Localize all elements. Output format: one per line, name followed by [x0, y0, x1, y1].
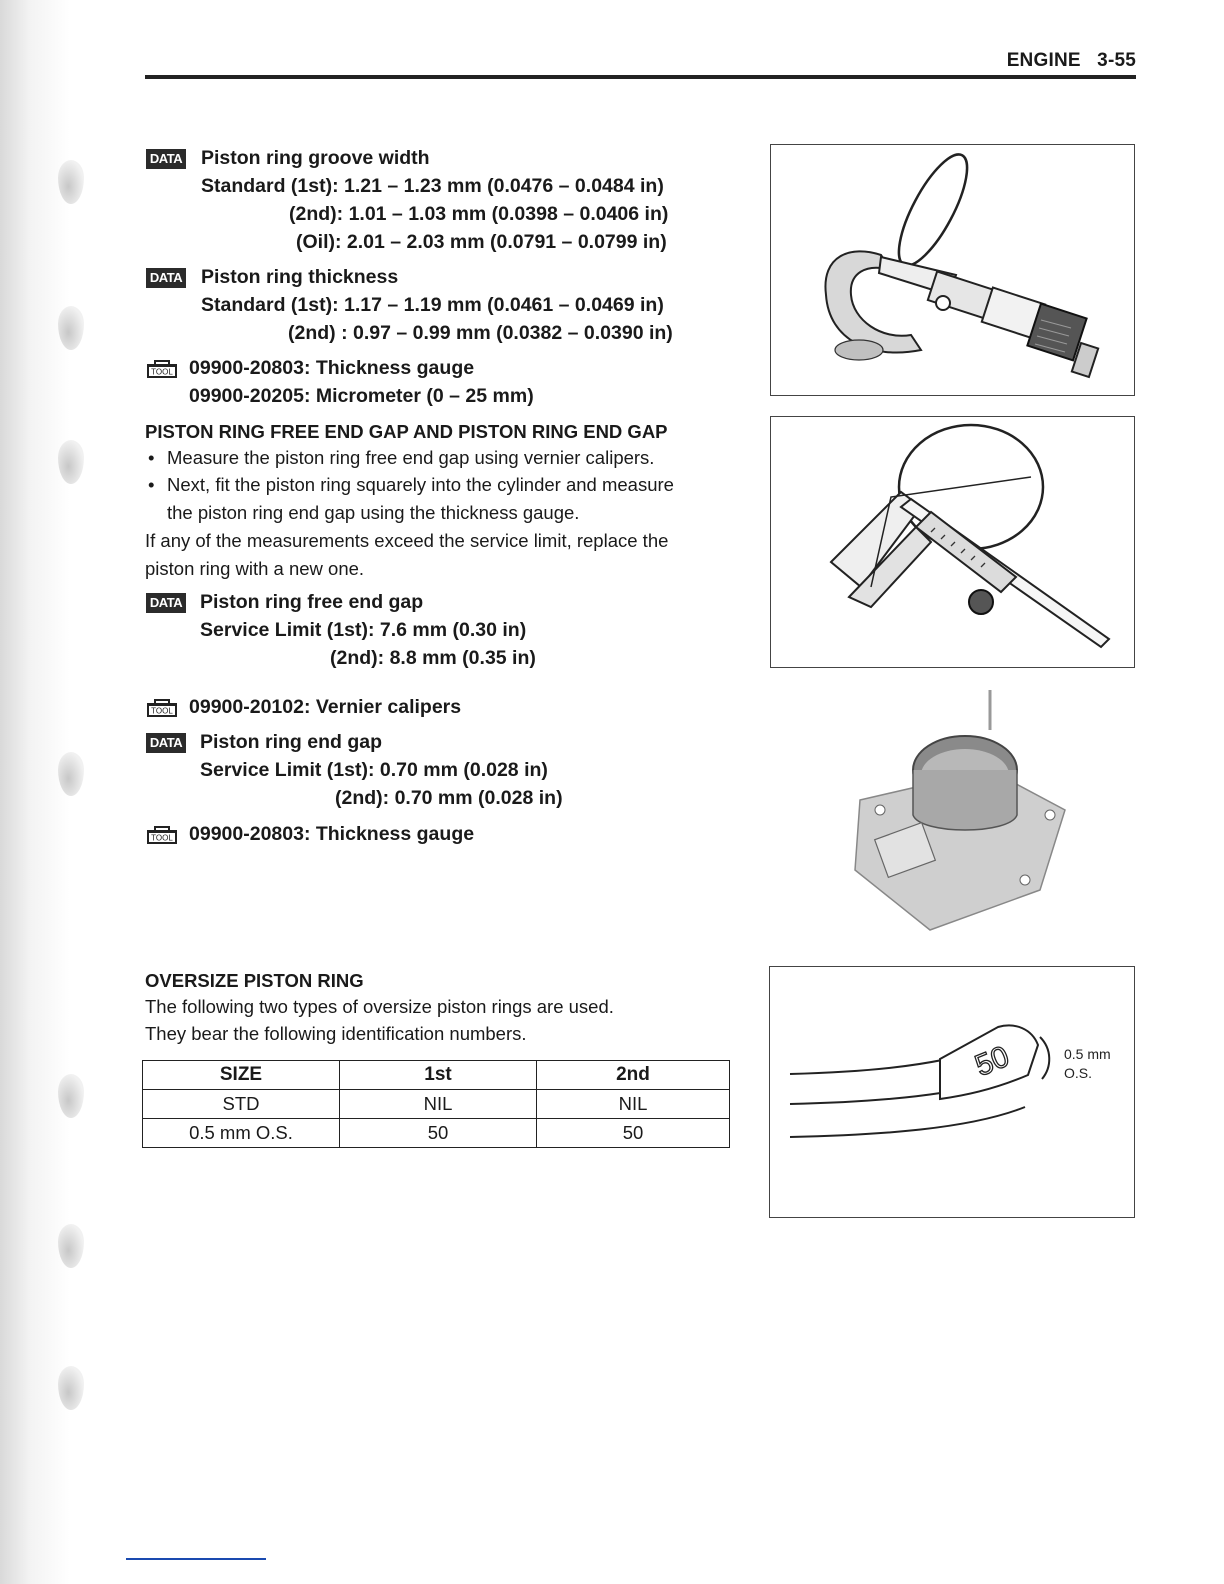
oversize-ring-illustration — [770, 967, 1134, 1217]
bullet-dot: • — [148, 474, 155, 495]
data-icon: DATA — [146, 268, 186, 288]
table-header-cell: 2nd — [537, 1061, 730, 1090]
groove-width-line: (2nd): 1.01 – 1.03 mm (0.0398 – 0.0406 in) — [289, 203, 669, 225]
groove-width-line: (Oil): 2.01 – 2.03 mm (0.0791 – 0.0799 in) — [296, 231, 667, 253]
thickness-line: (2nd) : 0.97 – 0.99 mm (0.0382 – 0.0390 in) — [288, 322, 673, 344]
end-gap-heading: PISTON RING FREE END GAP AND PISTON RING END GAP — [145, 421, 668, 442]
table-cell: NIL — [537, 1090, 730, 1119]
vernier-caliper-illustration — [771, 417, 1134, 667]
tool-icon — [146, 825, 178, 845]
end-gap-line: (2nd): 0.70 mm (0.028 in) — [335, 787, 563, 809]
data-icon: DATA — [146, 733, 186, 753]
header-section: ENGINE — [1006, 50, 1081, 71]
free-end-gap-line: Service Limit (1st): 7.6 mm (0.30 in) — [200, 619, 527, 641]
tool-entry: 09900-20102: Vernier calipers — [189, 696, 462, 718]
table-header-cell: SIZE — [143, 1061, 340, 1090]
tool-entry: 09900-20803: Thickness gauge — [189, 823, 475, 845]
oversize-mark-text: 50 — [970, 1039, 1014, 1084]
oversize-label-line1: 0.5 mm — [1064, 1046, 1111, 1062]
tool-icon — [146, 698, 178, 718]
thickness-title: Piston ring thickness — [201, 266, 399, 288]
oversize-table — [142, 1060, 730, 1148]
tool-entry: 09900-20205: Micrometer (0 – 25 mm) — [189, 385, 534, 407]
paragraph-line: piston ring with a new one. — [145, 558, 365, 579]
table-header-row — [143, 1061, 730, 1090]
table-cell: 50 — [537, 1119, 730, 1148]
table-cell: 0.5 mm O.S. — [143, 1119, 340, 1148]
groove-width-title: Piston ring groove width — [201, 147, 430, 169]
table-cell: 50 — [340, 1119, 537, 1148]
oversize-text: The following two types of oversize piston rings are used. — [145, 996, 614, 1017]
bullet-text: Next, fit the piston ring squarely into the cylinder and measure — [167, 474, 674, 495]
free-end-gap-title: Piston ring free end gap — [200, 591, 424, 613]
oversize-label-line2: O.S. — [1064, 1065, 1093, 1081]
page-header — [1007, 50, 1136, 72]
table-cell: STD — [143, 1090, 340, 1119]
data-icon: DATA — [146, 149, 186, 169]
cylinder-illustration — [840, 690, 1080, 940]
tool-icon-label: TOOL — [151, 833, 173, 843]
data-icon: DATA — [146, 593, 186, 613]
tool-icon-label: TOOL — [151, 367, 173, 377]
tool-icon-label: TOOL — [151, 706, 173, 716]
thickness-line: Standard (1st): 1.17 – 1.19 mm (0.0461 – 0.0469 in) — [201, 294, 664, 316]
footer-line — [126, 1558, 266, 1560]
bullet-text: Measure the piston ring free end gap using vernier calipers. — [167, 447, 655, 468]
end-gap-line: Service Limit (1st): 0.70 mm (0.028 in) — [200, 759, 548, 781]
groove-width-line: Standard (1st): 1.21 – 1.23 mm (0.0476 – 0.0484 in) — [201, 175, 664, 197]
table-row — [143, 1119, 730, 1148]
free-end-gap-line: (2nd): 8.8 mm (0.35 in) — [330, 647, 536, 669]
paragraph-line: If any of the measurements exceed the service limit, replace the — [145, 530, 669, 551]
bullet-text: the piston ring end gap using the thickness gauge. — [167, 502, 580, 523]
oversize-text: They bear the following identification numbers. — [145, 1023, 527, 1044]
header-rule — [145, 75, 1136, 79]
micrometer-illustration — [771, 145, 1134, 395]
header-page-number: 3-55 — [1097, 50, 1136, 71]
vernier-caliper-figure — [770, 416, 1135, 668]
oversize-heading: OVERSIZE PISTON RING — [145, 970, 364, 991]
oversize-mark-figure — [769, 966, 1135, 1218]
end-gap-title: Piston ring end gap — [200, 731, 383, 753]
cylinder-figure — [840, 690, 1080, 940]
bullet-dot: • — [148, 447, 155, 468]
table-header-cell: 1st — [340, 1061, 537, 1090]
tool-icon — [146, 359, 178, 379]
table-row — [143, 1090, 730, 1119]
tool-entry: 09900-20803: Thickness gauge — [189, 357, 475, 379]
table-cell: NIL — [340, 1090, 537, 1119]
micrometer-figure — [770, 144, 1135, 396]
